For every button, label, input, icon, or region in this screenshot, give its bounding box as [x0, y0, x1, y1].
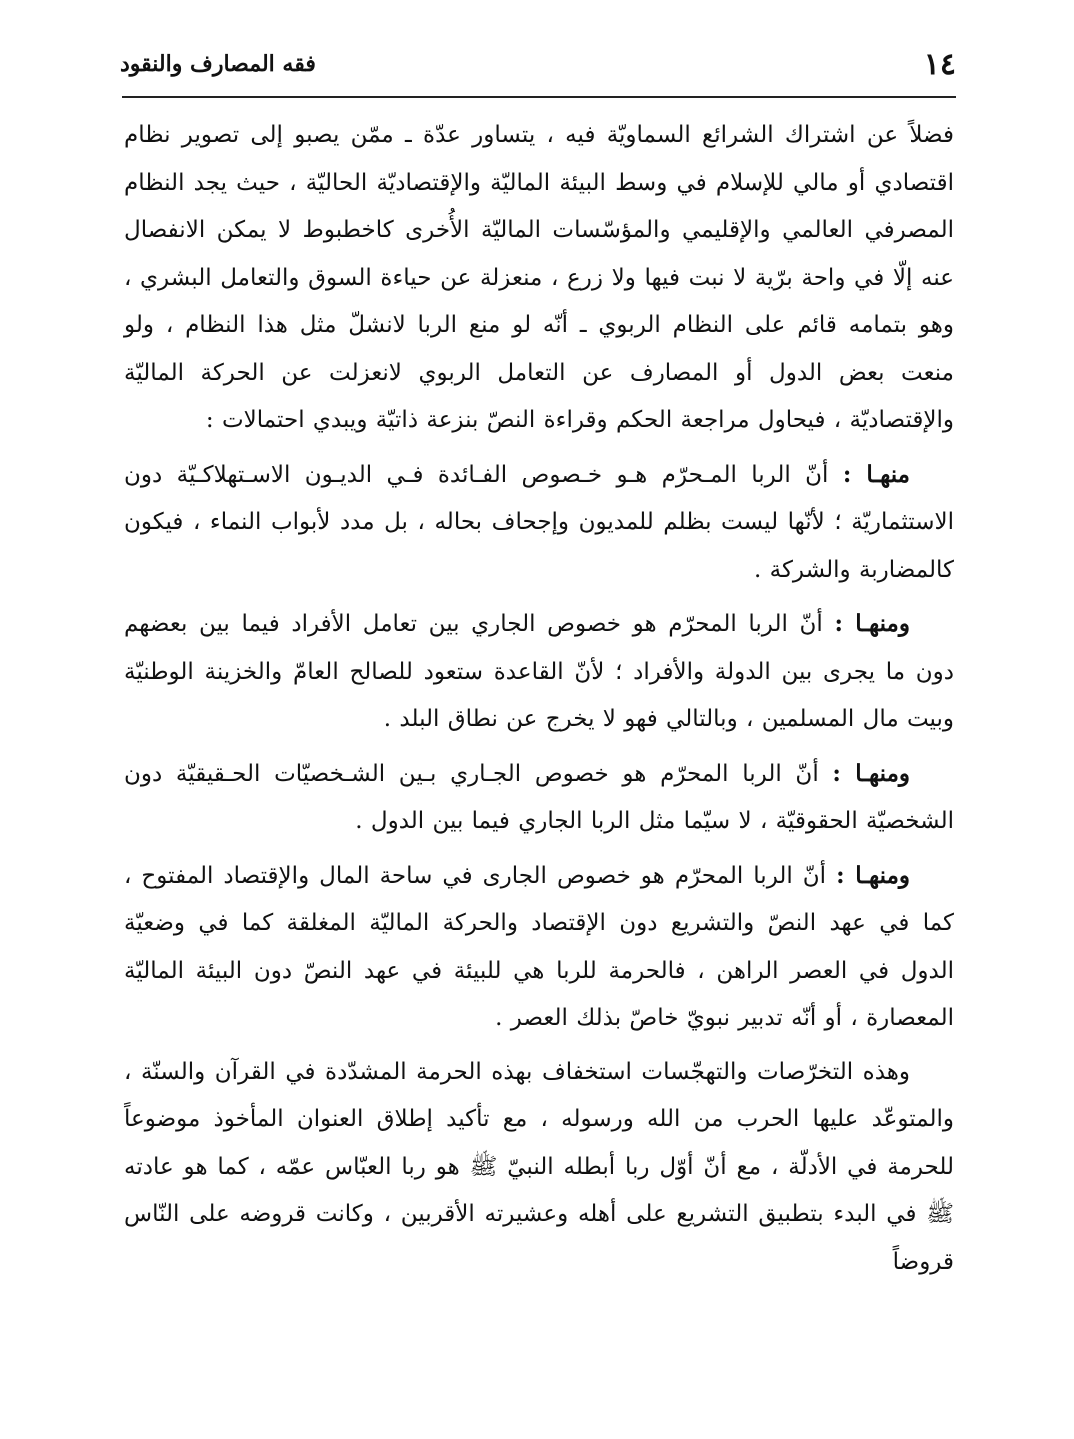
body-text: [124, 112, 954, 1292]
paragraph-text: وهذه التخرّصات والتهجّسات استخفاف بهذه الحرمة المشدّدة في القرآن والسنّة ، والمتوعّد عليها الحرب من الله ورسوله ، مع تأكيد إطلاق العنوان المأخوذ موضوعاً للحرمة في الأدلّة ، مع أنّ أوّل ربا أبطله النبيّ ﷺ هو ربا العبّاس عمّه ، كما هو عادته ﷺ في البدء بتطبيق التشريع على أهله وعشيرته الأقربين ، وكانت قروضه على النّاس قروضاً: [124, 1058, 954, 1275]
paragraph-label: ومنهـا :: [834, 610, 910, 637]
paragraph: [124, 451, 954, 595]
paragraph: [124, 750, 954, 846]
paragraph: [124, 852, 954, 1043]
paragraph: [124, 1049, 954, 1287]
page-header: [120, 38, 956, 90]
paragraph: [124, 112, 954, 445]
header-rule: [122, 96, 956, 98]
paragraph-text: أنّ الربا المحرّم هو خصوص الجـاري بـين الشـخصيّات الحـقيقيّة دون الشخصيّة الحقوقيّة ، لا سيّما مثل الربا الجاري فيما بين الدول .: [124, 760, 954, 834]
paragraph-label: ومنهـا :: [832, 759, 910, 787]
paragraph-text: أنّ الربا المحرّم هو خصوص الجارى في ساحة المال والإقتصاد المفتوح ، كما في عهد النصّ والتشريع دون الإقتصاد والحركة الماليّة المغلقة كما في وضعيّة الدول في العصر الراهن ، فالحرمة للربا هي للبيئة في عهد النصّ دون البيئة الماليّة المعصارة ، أو أنّه تدبير نبويّ خاصّ بذلك العصر .: [124, 862, 954, 1031]
running-title: فقه المصارف والنقود: [120, 51, 316, 77]
paragraph-label: منهـا :: [842, 460, 910, 488]
paragraph: [124, 600, 954, 744]
paragraph-text: أنّ الربا المحرّم هو خصوص الجاري بين تعامل الأفراد فيما بين بعضهم دون ما يجرى بين الدولة والأفراد ؛ لأنّ القاعدة ستعود للصالح العامّ والخزينة الوطنيّة وبيت مال المسلمين ، وبالتالي فهو لا يخرج عن نطاق البلد .: [124, 611, 954, 732]
paragraph-text: فضلاً عن اشتراك الشرائع السماويّة فيه ، يتساور عدّة ـ ممّن يصبو إلى تصوير نظام اقتصادي أو مالي للإسلام في وسط البيئة الماليّة والإقتصاديّة الحاليّة ، حيث يجد النظام المصرفي العالمي والإقليمي والمؤسّسات الماليّة الأُخرى كاخطبوط لا يمكن الانفصال عنه إلّا في واحة برّية لا نبت فيها ولا زرع ، منعزلة عن حياءة السوق والتعامل البشري ، وهو بتمامه قائم على النظام الربوي ـ أنّه لو منع الربا لانشلّ مثل هذا النظام ، ولو منعت بعض الدول أو المصارف عن التعامل الربوي لانعزلت عن الحركة الماليّة والإقتصاديّة ، فيحاول مراجعة الحكم وقراءة النصّ بنزعة ذاتيّة ويبدي احتمالات :: [124, 122, 954, 433]
page-number: ١٤: [923, 46, 956, 82]
paragraph-text: أنّ الربا المـحرّم هـو خـصوص الفـائدة فـي الديـون الاسـتهلاكـيّة دون الاستثماريّة ؛ لأنّها ليست بظلم للمديون وإجحاف بحاله ، بل مدد لأبواب النماء ، فيكون كالمضاربة والشركة .: [124, 461, 954, 583]
paragraph-label: ومنهـا :: [836, 861, 910, 889]
